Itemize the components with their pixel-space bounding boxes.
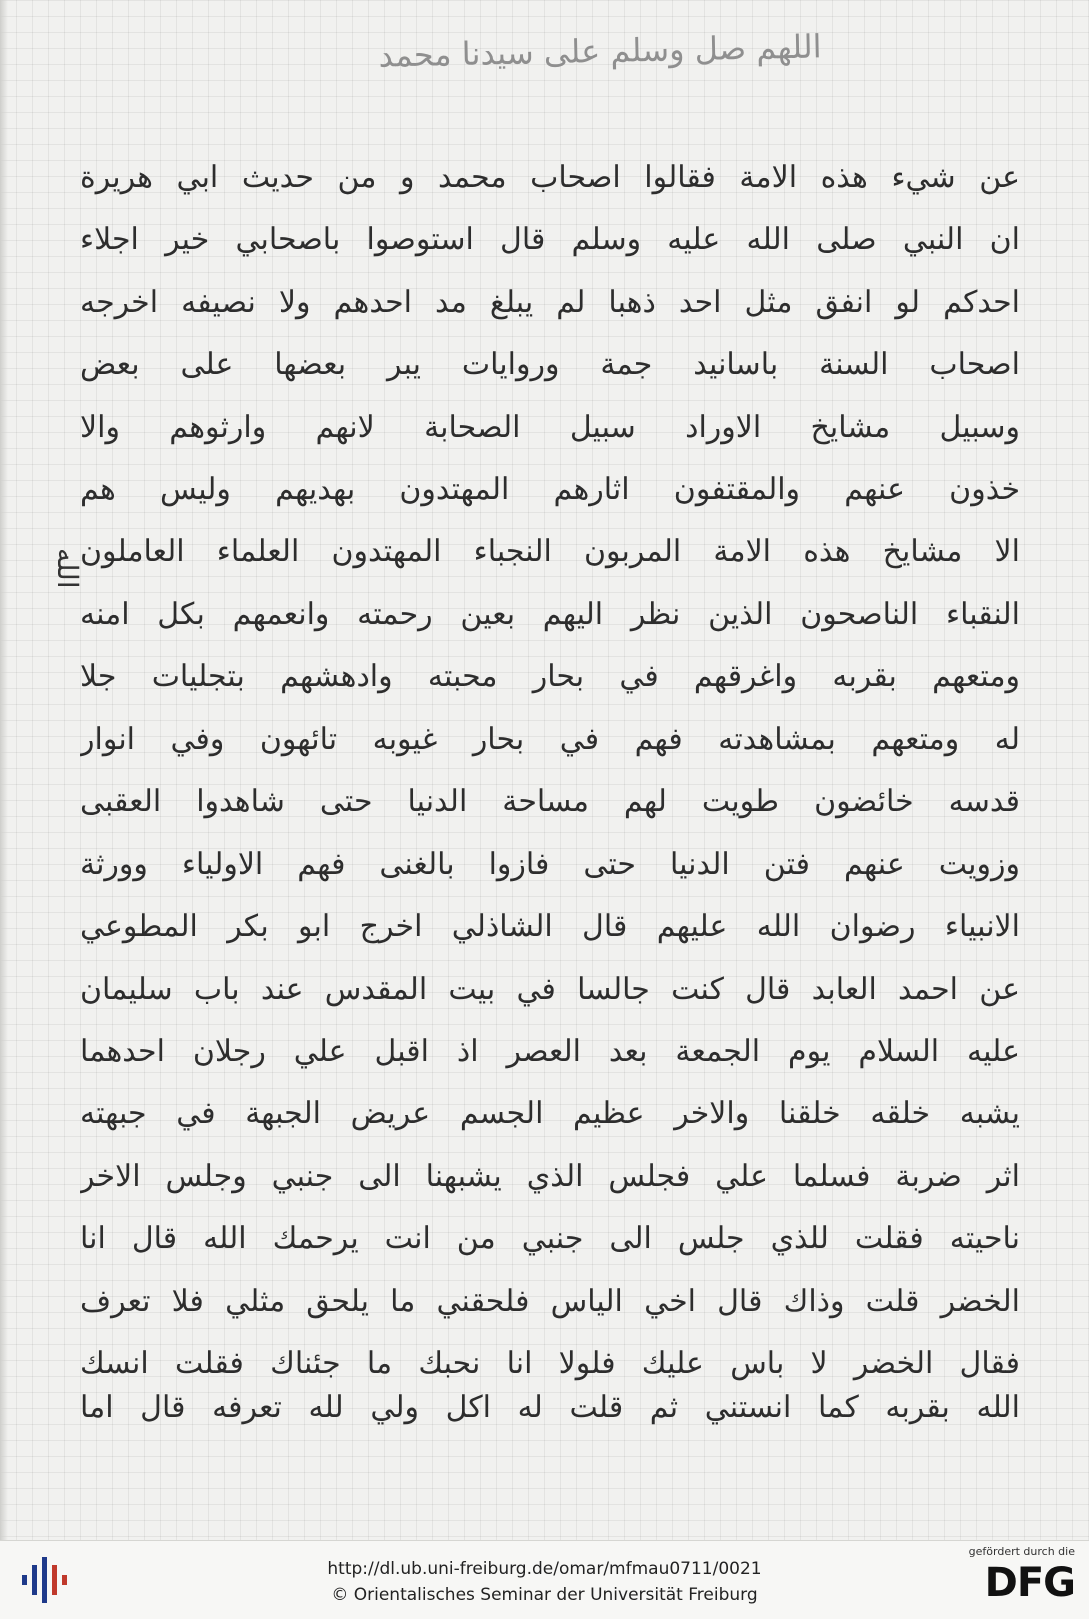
manuscript-line: وزويت عنهم فتن الدنيا حتى فازوا بالغنى فهم الاولياء وورثة: [80, 847, 1020, 882]
manuscript-line: وسبيل مشايخ الاوراد سبيل الصحابة لانهم وارثوهم والا: [80, 410, 1020, 445]
manuscript-heading: اللهم صل وسلم على سيدنا محمد: [378, 27, 822, 75]
manuscript-line: ناحيته فقلت للذي جلس الى جنبي من انت يرحمك الله قال انا: [80, 1221, 1020, 1256]
manuscript-line: اثر ضربة فسلما علي فجلس الذي يشبهنا الى جنبي وجلس الاخر: [80, 1159, 1020, 1194]
manuscript-line: الخضر قلت وذاك قال اخي الياس فلحقني ما يلحق مثلي فلا تعرف: [80, 1284, 1020, 1319]
manuscript-line: الله بقربه كما انستني ثم قلت له اكل ولي لله تعرفه قال اما: [80, 1390, 1020, 1425]
copyright-notice: © Orientalisches Seminar der Universität Freiburg: [331, 1585, 758, 1605]
manuscript-line: اصحاب السنة باسانيد جمة وروايات يبر بعضها على بعض: [80, 347, 1020, 382]
manuscript-line: فقال الخضر لا باس عليك فلولا انا نحبك ما جئناك فقلت انسك: [80, 1346, 1020, 1381]
viewer-footer: [0, 1540, 1089, 1619]
manuscript-line: خذون عنهم والمقتفون اثارهم المهتدون بهديهم وليس هم: [80, 472, 1020, 507]
manuscript-line: له ومتعهم بمشاهدته فهم في بحار غيوبه تائهون وفي انوار: [80, 722, 1020, 757]
manuscript-line: الا مشايخ هذه الامة المربون النجباء المهتدون العلماء العاملون: [80, 534, 1020, 569]
manuscript-line: احدكم لو انفق مثل احد ذهبا لم يبلغ مد احدهم ولا نصيفه اخرجه: [80, 285, 1020, 320]
manuscript-line: الانبياء رضوان الله عليهم قال الشاذلي اخرج ابو بكر المطوعي: [80, 909, 1020, 944]
dfg-logo: DFG: [984, 1560, 1075, 1606]
manuscript-line: قدسه خائضون طويت لهم مساحة الدنيا حتى شاهدوا العقبى: [80, 784, 1020, 819]
manuscript-line: ومتعهم بقربه واغرقهم في بحار محبته وادهشهم بتجليات جلا: [80, 659, 1020, 694]
page-edge-shadow: [0, 0, 8, 1540]
manuscript-line: النقباء الناصحون الذين نظر اليهم بعين رحمته وانعمهم بكل امنه: [80, 597, 1020, 632]
manuscript-line: يشبه خلقه خلقنا والاخر عظيم الجسم عريض الجبهة في جبهته: [80, 1096, 1020, 1131]
manuscript-line: عن شيء هذه الامة فقالوا اصحاب محمد و من حديث ابي هريرة: [80, 160, 1020, 195]
sponsor-caption: gefördert durch die: [968, 1545, 1075, 1558]
manuscript-line: عن احمد العابد قال كنت جالسا في بيت المقدس عند باب سليمان: [80, 972, 1020, 1007]
manuscript-text-block: [80, 0, 1020, 1440]
margin-annotation: الله: [51, 548, 84, 589]
document-url-link[interactable]: http://dl.ub.uni-freiburg.de/omar/mfmau0711/0021: [327, 1559, 762, 1579]
manuscript-line: عليه السلام يوم الجمعة بعد العصر اذ اقبل علي رجلان احدهما: [80, 1034, 1020, 1069]
manuscript-line: ان النبي صلى الله عليه وسلم قال استوصوا باصحابي خير اجلاء: [80, 222, 1020, 257]
